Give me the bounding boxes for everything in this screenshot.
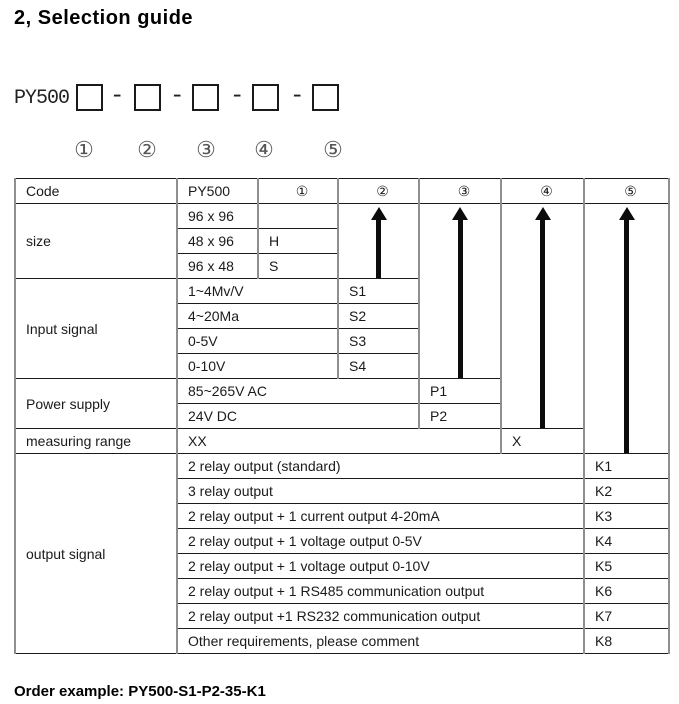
section-label-measuring-range: measuring range — [15, 429, 177, 454]
option-value: 96 x 48 — [177, 254, 258, 279]
model-prefix: PY500 — [14, 87, 70, 110]
position-marker-1: ① — [74, 137, 94, 162]
section-label-power-supply: Power supply — [15, 379, 177, 429]
dash-separator: - — [170, 83, 185, 110]
option-code: K2 — [584, 479, 669, 504]
option-value: 0-5V — [177, 329, 338, 354]
header-py500: PY500 — [177, 179, 258, 204]
table-header-row — [15, 179, 669, 204]
option-code: S — [258, 254, 338, 279]
option-code: K8 — [584, 629, 669, 654]
header-pos-3: ③ — [419, 179, 501, 204]
option-value: 2 relay output +1 RS232 communication output — [177, 604, 584, 629]
arrow-head — [452, 207, 468, 220]
option-code: S4 — [338, 354, 419, 379]
option-code: K1 — [584, 454, 669, 479]
model-box-2 — [134, 84, 161, 111]
option-value: 0-10V — [177, 354, 338, 379]
option-code: K6 — [584, 579, 669, 604]
arrow-cell-pos-2 — [338, 204, 419, 279]
option-code: S1 — [338, 279, 419, 304]
up-arrow-icon — [535, 207, 551, 428]
position-marker-5: ⑤ — [323, 137, 343, 162]
model-box-3 — [192, 84, 219, 111]
option-code: P1 — [419, 379, 501, 404]
option-code: S3 — [338, 329, 419, 354]
up-arrow-icon — [452, 207, 468, 378]
option-value: 2 relay output + 1 RS485 communication output — [177, 579, 584, 604]
header-pos-5: ⑤ — [584, 179, 669, 204]
option-value: 48 x 96 — [177, 229, 258, 254]
option-value: 96 x 96 — [177, 204, 258, 229]
option-value: 24V DC — [177, 404, 419, 429]
option-code: X — [501, 429, 584, 454]
position-marker-2: ② — [137, 137, 157, 162]
position-marker-3: ③ — [196, 137, 216, 162]
option-value: 2 relay output + 1 voltage output 0-10V — [177, 554, 584, 579]
up-arrow-icon — [619, 207, 635, 453]
option-code: K4 — [584, 529, 669, 554]
arrow-shaft — [458, 220, 463, 378]
option-value: 4~20Ma — [177, 304, 338, 329]
table-row — [15, 454, 669, 479]
table-row — [15, 429, 669, 454]
header-pos-4: ④ — [501, 179, 584, 204]
option-value: 2 relay output + 1 voltage output 0-5V — [177, 529, 584, 554]
option-value: 1~4Mv/V — [177, 279, 338, 304]
option-code: K3 — [584, 504, 669, 529]
option-code: K5 — [584, 554, 669, 579]
section-label-output-signal: output signal — [15, 454, 177, 654]
option-code: P2 — [419, 404, 501, 429]
arrow-head — [535, 207, 551, 220]
dash-separator: - — [230, 83, 245, 110]
table-row — [15, 204, 669, 229]
model-box-5 — [312, 84, 339, 111]
arrow-shaft — [376, 220, 381, 278]
section-label-input-signal: Input signal — [15, 279, 177, 379]
up-arrow-icon — [371, 207, 387, 278]
option-value: XX — [177, 429, 501, 454]
arrow-head — [619, 207, 635, 220]
option-value: 2 relay output + 1 current output 4-20mA — [177, 504, 584, 529]
selection-table — [14, 178, 670, 654]
header-pos-1: ① — [258, 179, 338, 204]
arrow-cell-pos-3 — [419, 204, 501, 379]
position-marker-4: ④ — [254, 137, 274, 162]
option-code — [258, 204, 338, 229]
arrow-shaft — [624, 220, 629, 453]
header-code: Code — [15, 179, 177, 204]
arrow-head — [371, 207, 387, 220]
order-example: Order example: PY500-S1-P2-35-K1 — [14, 683, 266, 700]
option-code: H — [258, 229, 338, 254]
model-box-4 — [252, 84, 279, 111]
model-box-1 — [76, 84, 103, 111]
page-title: 2, Selection guide — [14, 7, 194, 29]
arrow-cell-pos-5 — [584, 204, 669, 454]
option-code: K7 — [584, 604, 669, 629]
dash-separator: - — [290, 83, 305, 110]
option-code: S2 — [338, 304, 419, 329]
arrow-cell-pos-4 — [501, 204, 584, 429]
arrow-shaft — [540, 220, 545, 428]
option-value: 3 relay output — [177, 479, 584, 504]
header-pos-2: ② — [338, 179, 419, 204]
section-label-size: size — [15, 204, 177, 279]
option-value: 2 relay output (standard) — [177, 454, 584, 479]
option-value: Other requirements, please comment — [177, 629, 584, 654]
dash-separator: - — [110, 83, 125, 110]
option-value: 85~265V AC — [177, 379, 419, 404]
